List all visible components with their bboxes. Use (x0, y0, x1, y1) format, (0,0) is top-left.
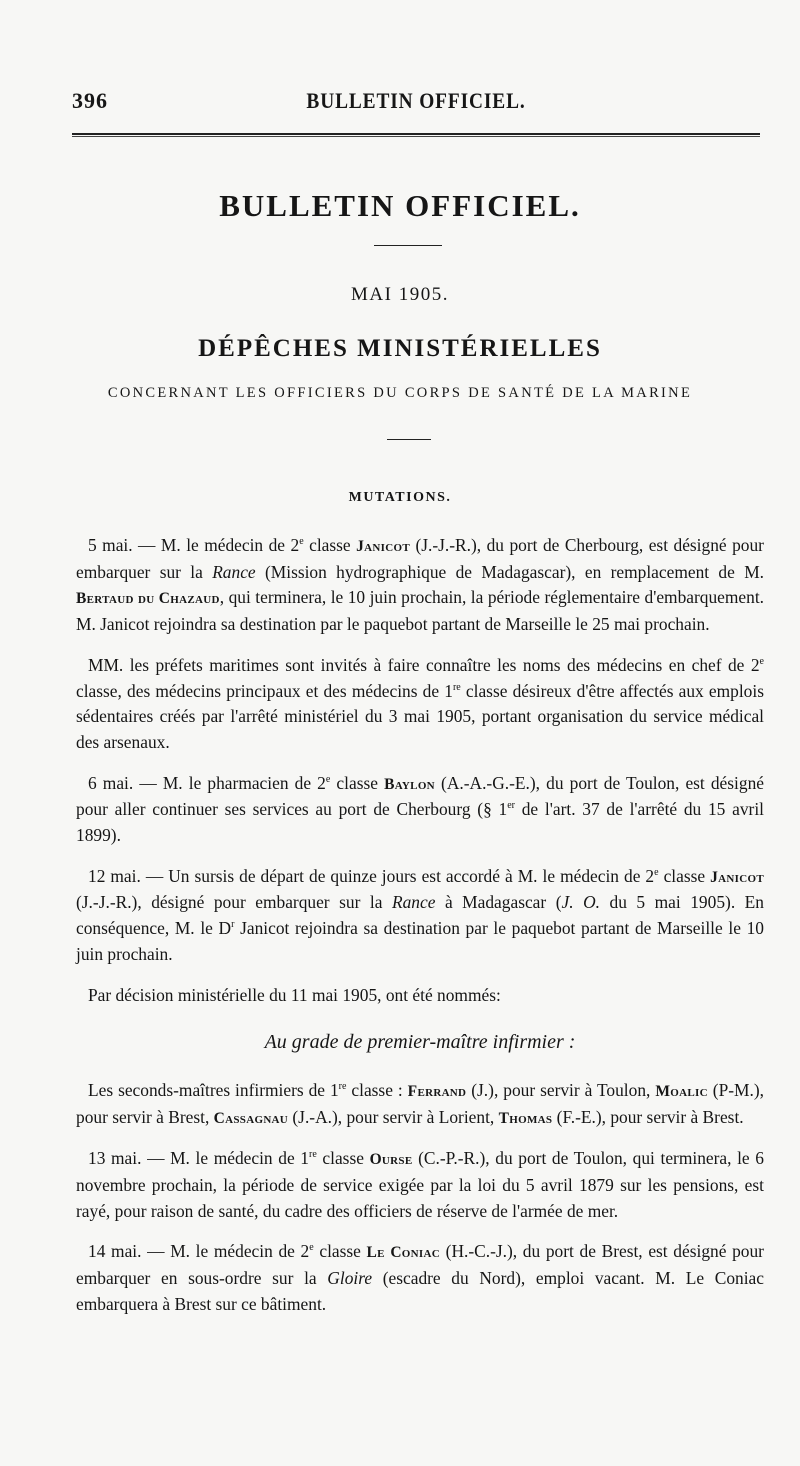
section-subtitle: CONCERNANT LES OFFICIERS DU CORPS DE SANTÉ DE LA MARINE (107, 385, 693, 401)
text: classe : (346, 1079, 408, 1100)
bulletin-title: BULLETIN OFFICIEL. (219, 188, 581, 223)
ship-name: Gloire (327, 1268, 373, 1289)
person-name: Cassagnau (213, 1109, 289, 1127)
paragraph-13-mai (76, 1146, 764, 1224)
text: classe (658, 865, 711, 886)
text: , qui terminera, le 10 juin prochain, la période réglementaire d'embarquement. M. Janicot rejoindra sa destination par le paquebot partant de Marseille le 25 mai prochain. (76, 587, 765, 635)
body-text (76, 533, 764, 1333)
ship-name: Rance (212, 561, 256, 582)
text: de l'art. 37 de l'arrêté du 15 avril 1899). (76, 799, 764, 846)
text: à Madagascar ( (435, 892, 562, 913)
person-name: Ferrand (407, 1082, 467, 1100)
superscript: er (507, 800, 515, 812)
text: 13 mai. — M. le médecin de 1 (88, 1148, 309, 1169)
paragraph-decision: Par décision ministérielle du 11 mai 1905, ont été nommés: (88, 984, 501, 1005)
issue-month: MAI 1905. (351, 284, 449, 305)
paragraph-14-mai (76, 1239, 764, 1317)
section-title: DÉPÊCHES MINISTÉRIELLES (198, 335, 602, 362)
person-name: Moalic (655, 1082, 708, 1100)
superscript: re (452, 681, 461, 693)
text: (P-M.), pour servir à Brest, (76, 1079, 764, 1127)
superscript: re (309, 1149, 317, 1161)
person-name: Janicot (356, 538, 410, 555)
page-number: 396 (72, 88, 108, 113)
text: Janicot rejoindra sa destination par le paquebot partant de Marseille le 10 juin prochain. (76, 918, 764, 964)
text: (C.-P.-R.), du port de Toulon, qui terminera, le 6 novembre prochain, la période de service exigée par la loi du 5 avril 1879 sur les pensions, est rayé, pour raison de santé, du cadre des officiers de réserve de l'armée de mer. (76, 1148, 764, 1221)
superscript: e (309, 1242, 314, 1254)
person-name: Janicot (710, 868, 764, 886)
text: 14 mai. — M. le médecin de 2 (88, 1241, 310, 1262)
text: (H.-C.-J.), du port de Brest, est désigné pour embarquer en sous-ordre sur la (76, 1241, 764, 1289)
text: (Mission hydrographique de Madagascar), en remplacement de M. (255, 561, 764, 582)
subheading: Au grade de premier-maître infirmier : (264, 1031, 576, 1054)
text: (F.-E.), pour servir à Brest. (552, 1106, 744, 1127)
paragraph-infirmiers (76, 1078, 764, 1131)
superscript: e (654, 866, 659, 878)
superscript: r (231, 919, 235, 931)
person-name: Ourse (369, 1151, 413, 1169)
text: Les seconds-maîtres infirmiers de 1 (88, 1079, 339, 1100)
text: 12 mai. — Un sursis de départ de quinze jours est accordé à M. le médecin de 2 (88, 865, 655, 886)
text: (escadre du Nord), emploi vacant. M. Le Coniac embarquera à Brest sur ce bâtiment. (76, 1268, 764, 1314)
text: 6 mai. — M. le pharmacien de 2 (88, 772, 326, 793)
text: (J.), pour servir à Toulon, (466, 1079, 656, 1100)
header-rule (72, 133, 760, 137)
mutations-heading: MUTATIONS. (348, 490, 452, 505)
section-divider (387, 439, 431, 440)
superscript: e (299, 536, 304, 548)
text: du 5 mai 1905). En conséquence, M. le D (76, 892, 764, 939)
title-divider (374, 245, 442, 246)
text: classe (313, 1241, 367, 1262)
superscript: re (338, 1081, 347, 1093)
text: classe désireux d'être affectés aux emplois sédentaires créés par l'arrêté ministériel du 3 mai 1905, portant organisation du service médical des arsenaux. (76, 680, 764, 752)
ship-name: Rance (391, 892, 436, 913)
text: classe, des médecins principaux et des médecins de 1 (76, 680, 453, 701)
text: (A.-A.-G.-E.), du port de Toulon, est désigné pour aller continuer ses services au port de Cherbourg (§ 1 (76, 772, 764, 820)
person-name: Bertaud du Chazaud (76, 590, 220, 608)
text: (J.-J.-R.), désigné pour embarquer sur la (76, 892, 392, 913)
person-name: Baylon (384, 775, 435, 793)
person-name: Thomas (498, 1109, 553, 1127)
running-title: BULLETIN OFFICIEL. (306, 88, 526, 113)
text: classe (330, 772, 385, 793)
journal-reference: J. O. (561, 892, 600, 913)
text: 5 mai. — M. le médecin de 2 (88, 535, 300, 555)
paragraph-6-mai (76, 771, 764, 849)
superscript: e (759, 656, 764, 668)
text: MM. les préfets maritimes sont invités à faire connaître les noms des médecins en chef de 2 (88, 654, 760, 675)
person-name: Le Coniac (366, 1244, 440, 1262)
superscript: e (325, 773, 331, 785)
paragraph-12-mai (76, 864, 764, 968)
text: classe (316, 1148, 370, 1169)
paragraph-prefets (76, 653, 764, 756)
text: (J.-J.-R.), du port de Cherbourg, est désigné pour embarquer sur la (76, 535, 764, 582)
paragraph-5-mai (76, 533, 764, 638)
text: classe (303, 535, 357, 555)
text: (J.-A.), pour servir à Lorient, (288, 1106, 499, 1127)
running-header (72, 88, 760, 118)
